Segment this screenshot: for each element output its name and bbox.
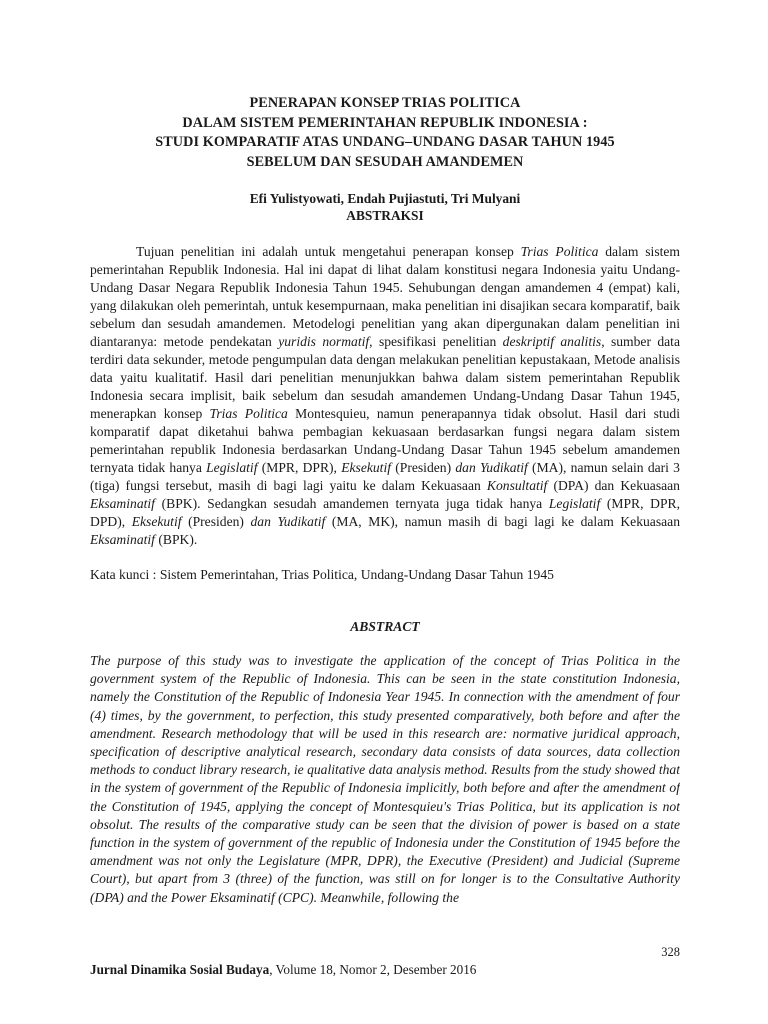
author-list: Efi Yulistyowati, Endah Pujiastuti, Tri Mulyani (249, 191, 521, 206)
journal-issue: , Volume 18, Nomor 2, Desember 2016 (269, 962, 477, 977)
journal-footer (90, 961, 476, 978)
text-run: , spesifikasi penelitian (369, 334, 503, 349)
italic-term: Trias Politica (520, 244, 599, 259)
italic-term: yuridis normatif (278, 334, 370, 349)
text-run: (BPK). Sedangkan sesudah amandemen ternyata juga tidak hanya (154, 496, 549, 511)
text-run: dalam sistem pemerintahan Republik Indonesia. Hal ini dapat di lihat dalam konstitusi negara Indonesia yaitu Undang-Undang Dasar Negara Republik Indonesia Tahun 1945. Sehubungan dengan amandemen 4 (empat) kali, yang dilakukan oleh pemerintah, untuk kesempurnaan, maka penelitian ini disajikan secara komparatif, baik sebelum dan sesudah amandemen. Metodelogi penelitian yang akan dipergunakan dalam penelitian ini diantaranya: metode pendekatan (90, 244, 680, 349)
italic-term: dan Yudikatif (455, 460, 528, 475)
italic-term: Eksekutif (131, 514, 182, 529)
text-run: Montesquieu, namun penerapannya tidak obsolut. Hasil dari studi komparatif dapat diketahui bahwa pembagian kekuasaan berdasarkan fungsi negara dalam sistem pemerintahan republik Indonesia berdasarkan Undang-Undang Dasar Tahun 1945 sebelum amandemen ternyata tidak hanya (90, 406, 681, 475)
italic-term: Konsultatif (486, 478, 548, 493)
text-run: (MPR, DPR, DPD), (90, 496, 681, 529)
text-run: (Presiden) (391, 460, 456, 475)
abstract-heading: ABSTRACT (350, 619, 420, 634)
title-line: SEBELUM DAN SESUDAH AMANDEMEN (246, 153, 524, 170)
text-run: (Presiden) (181, 514, 251, 529)
text-run: , sumber data terdiri data sekunder, metode pengumpulan data dengan melakukan penelitian kepustakaan, Metode analisis data yaitu kualitatif. Hasil dari penelitian menunjukkan bahwa dalam sistem pemerintahan Republik Indonesia secara implisit, baik sebelum dan sesudah amandemen Undang-Undang Dasar Tahun 1945, menerapkan konsep (90, 334, 680, 421)
italic-term: Legislatif (206, 460, 258, 475)
italic-term: dan Yudikatif (250, 514, 326, 529)
italic-term: Eksekutif (341, 460, 392, 475)
page-number: 328 (661, 945, 680, 959)
title-line: STUDI KOMPARATIF ATAS UNDANG–UNDANG DASAR TAHUN 1945 (155, 134, 615, 150)
italic-term: Trias Politica (209, 406, 288, 421)
abstraksi-paragraph (90, 243, 680, 549)
italic-term: Eksaminatif (90, 532, 155, 547)
italic-term: deskriptif analitis (502, 334, 602, 349)
article-title (90, 94, 680, 172)
italic-term: Eksaminatif (90, 496, 155, 511)
text-run: Tujuan penelitian ini adalah untuk mengetahui penerapan konsep (136, 244, 521, 259)
text-run: (DPA) dan Kekuasaan (547, 478, 680, 493)
title-line: PENERAPAN KONSEP TRIAS POLITICA (249, 95, 521, 111)
journal-page (90, 0, 680, 1024)
text-run: (MA, MK), namun masih di bagi lagi ke dalam Kekuasaan (325, 514, 680, 529)
keywords-line: Kata kunci : Sistem Pemerintahan, Trias Politica, Undang-Undang Dasar Tahun 1945 (90, 567, 554, 582)
text-run: (MPR, DPR), (257, 460, 342, 475)
title-line: DALAM SISTEM PEMERINTAHAN REPUBLIK INDONESIA : (182, 114, 588, 131)
italic-term: Legislatif (548, 496, 601, 511)
abstraksi-heading: ABSTRAKSI (346, 208, 424, 223)
abstract-paragraph: The purpose of this study was to investigate the application of the concept of Trias Politica in the government system of the Republic of Indonesia. This can be seen in the state constitution Indonesia, namely the Constitution of the Republic of Indonesia Year 1945. In connection with the amendment of four (4) times, by the government, to perfection, this study presented comparatively, both before and after the amendment. Research methodology that will be used in this research are: normative juridical approach, specification of descriptive analytical research, secondary data consists of data sources, data collection methods to conduct library research, ie qualitative data analysis method. Results from the study showed that in the system of government of the Republic of Indonesia implicitly, both before and after the amendment of the Constitution of 1945, applying the concept of Montesquieu's Trias Politica, but its application is not obsolut. The results of the comparative study can be seen that the division of power is based on a state function in the system of government of the republic of Indonesia under the Constitution of 1945 before the amendment was not only the Legislature (MPR, DPR), the Executive (President) and Judicial (Supreme Court), but apart from 3 (three) of the function, was still on for longer is to the Consultative Authority (DPA) and the Power Eksaminatif (CPC). Meanwhile, following the (90, 653, 680, 905)
journal-name: Jurnal Dinamika Sosial Budaya (90, 962, 270, 977)
text-run: (MA), namun selain dari 3 (tiga) fungsi tersebut, masih di bagi lagi yaitu ke dalam Kekuasaan (90, 460, 680, 493)
text-run: (BPK). (154, 532, 198, 547)
